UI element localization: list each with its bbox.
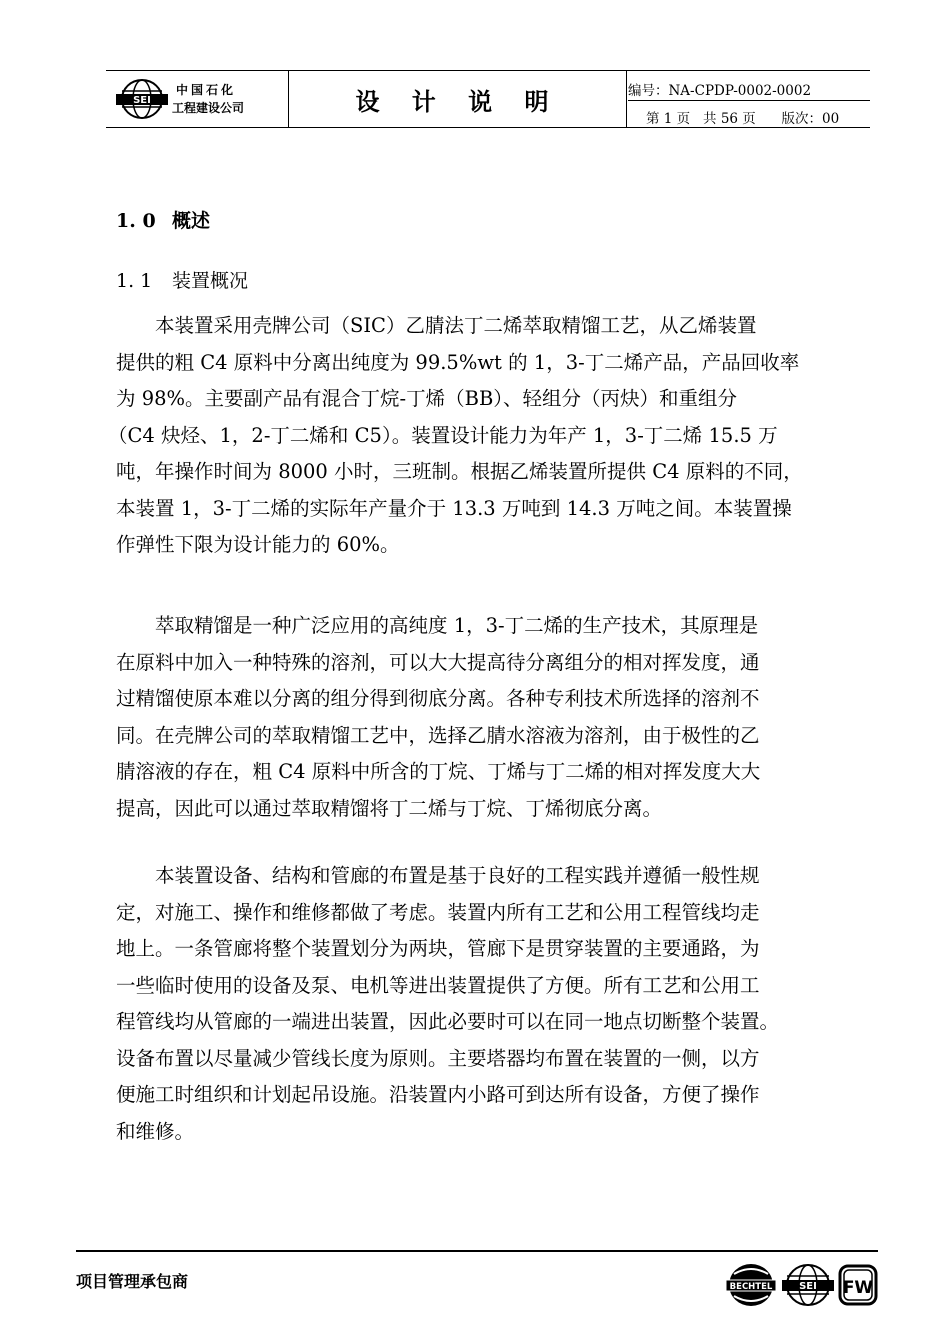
paragraph-line: 腈溶液的存在，粗 C4 原料中所含的丁烷、丁烯与丁二烯的相对挥发度大大 xyxy=(116,760,761,783)
paragraph-line: 本装置设备、结构和管廊的布置是基于良好的工程实践并遵循一般性规 xyxy=(116,864,760,887)
paragraph-line: 和维修。 xyxy=(116,1119,195,1143)
paragraph-line: 本装置 1，3-丁二烯的实际年产量介于 13.3 万吨到 14.3 万吨之间。本装置操 xyxy=(116,496,792,520)
paragraph-line: 一些临时使用的设备及泵、电机等进出装置提供了方便。所有工艺和公用工 xyxy=(116,973,760,997)
paragraph-line: 便施工时组织和计划起吊设施。沿装置内小路可到达所有设备，方便了操作 xyxy=(116,1083,760,1106)
document-header xyxy=(106,70,870,128)
paragraph-line: 提高，因此可以通过萃取精馏将丁二烯与丁烷、丁烯彻底分离。 xyxy=(116,796,663,820)
company-name-line2: 工程建设公司 xyxy=(172,101,245,115)
paragraph-line: 作弹性下限为设计能力的 60%。 xyxy=(116,533,400,556)
document-title: 设 计 说 明 xyxy=(355,87,561,116)
paragraph-2 xyxy=(116,608,861,827)
section-heading xyxy=(116,206,210,233)
paragraph-line: 地上。一条管廊将整个装置划分为两块，管廊下是贯穿装置的主要通路，为 xyxy=(116,937,760,960)
company-name xyxy=(172,81,244,117)
section-title: 概述 xyxy=(172,210,211,232)
paragraph-line: 本装置采用壳牌公司（SIC）乙腈法丁二烯萃取精馏工艺，从乙烯装置 xyxy=(116,314,757,337)
bechtel-logo-icon xyxy=(726,1262,776,1308)
subsection-heading xyxy=(116,266,248,293)
paragraph-line: 吨，年操作时间为 8000 小时，三班制。根据乙烯装置所提供 C4 原料的不同， xyxy=(116,460,803,483)
paragraph-line: 同。在壳牌公司的萃取精馏工艺中，选择乙腈水溶液为溶剂，由于极性的乙 xyxy=(116,723,760,747)
document-number: 编号：NA-CPDP-0002-0002 xyxy=(628,83,812,99)
svg-text:SEI: SEI xyxy=(133,95,151,106)
header-divider xyxy=(626,71,627,127)
paragraph-line: 为 98%。主要副产品有混合丁烷-丁烯（BB）、轻组分（丙炔）和重组分 xyxy=(116,387,738,410)
sei-globe-logo-icon xyxy=(780,1262,836,1308)
fw-logo-text: FW xyxy=(842,1278,874,1298)
paragraph-line: 程管线均从管廊的一端进出装置，因此必要时可以在同一地点切断整个装置。 xyxy=(116,1010,780,1033)
paragraph-3 xyxy=(116,858,861,1150)
bechtel-logo-text: BECHTEL xyxy=(729,1282,773,1292)
company-logo-cell xyxy=(106,71,288,127)
footer-divider xyxy=(76,1250,878,1252)
footer-label: 项目管理承包商 xyxy=(76,1272,189,1291)
fw-logo-icon xyxy=(838,1264,878,1306)
sei-globe-logo-icon xyxy=(114,77,170,121)
paragraph-line: 过精馏使原本难以分离的组分得到彻底分离。各种专利技术所选择的溶剂不 xyxy=(116,687,760,710)
paragraph-line: 提供的粗 C4 原料中分离出纯度为 99.5%wt 的 1，3-丁二烯产品，产品回收率 xyxy=(116,350,800,374)
paragraph-line: 定，对施工、操作和维修都做了考虑。装置内所有工艺和公用工程管线均走 xyxy=(116,900,760,924)
subsection-title: 装置概况 xyxy=(172,270,249,292)
subsection-number: 1. 1 xyxy=(116,270,153,292)
paragraph-line: （C4 炔烃、1，2-丁二烯和 C5）。装置设计能力为年产 1，3-丁二烯 15.5 万 xyxy=(108,423,778,447)
paragraph-line: 在原料中加入一种特殊的溶剂，可以大大提高待分离组分的相对挥发度，通 xyxy=(116,650,760,674)
header-meta-divider xyxy=(628,100,870,101)
section-number: 1. 0 xyxy=(116,210,156,232)
sei-logo-text: SEI xyxy=(799,1281,817,1292)
paragraph-line: 设备布置以尽量减少管线长度为原则。主要塔器均布置在装置的一侧，以方 xyxy=(116,1046,760,1070)
header-divider xyxy=(288,71,289,127)
page-info: 第 1 页 共 56 页 版次：00 xyxy=(646,111,840,127)
company-name-line1: 中国石化 xyxy=(176,83,237,97)
paragraph-line: 萃取精馏是一种广泛应用的高纯度 1，3-丁二烯的生产技术，其原理是 xyxy=(116,614,759,637)
paragraph-1 xyxy=(108,308,861,564)
